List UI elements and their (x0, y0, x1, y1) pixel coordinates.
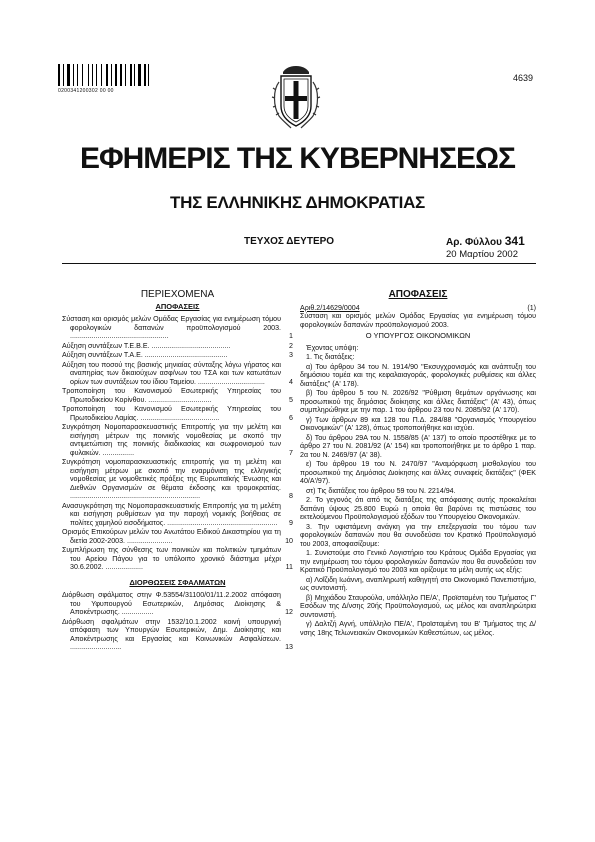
barcode-bar (61, 64, 62, 86)
decision-paragraph: στ) Τις διατάξεις του άρθρου 59 του Ν. 2214/94. (306, 486, 456, 495)
barcode-bar (134, 64, 135, 86)
contents-heading: ΠΕΡΙΕΧΟΜΕΝΑ (140, 289, 215, 300)
entry-page: 7 (289, 448, 293, 457)
barcode-bar (82, 64, 83, 86)
entry-text: Σύσταση και ορισμός μελών Ομάδας Εργασίας για ενημέρωση τόμου φορολογικών δαπανών προϋπολογισμού 2003. .................................................. (62, 315, 281, 340)
contents-entry[interactable] (62, 423, 293, 457)
contents-entry[interactable] (62, 546, 293, 572)
decision-column (300, 291, 536, 638)
entry-text: Τροποποίηση του Κανονισμού Εσωτερικής Υπηρεσίας του Πρωτοδικείου Λαμίας. ........................................ (62, 405, 281, 422)
barcode-bar (77, 64, 79, 86)
barcode-bar (109, 64, 110, 86)
barcode-bar (94, 64, 95, 86)
entry-page: 2 (289, 341, 293, 350)
decision-paragraph: α) Του άρθρου 34 του Ν. 1914/90 "Εκσυγχρονισμός και ανάπτυξη του δημόσιου τομέα και της κεφαλαιαγοράς, φορολογικές ρυθμίσεις και άλλες διατάξεις" (Α' 178). (300, 362, 536, 388)
entry-page: 3 (289, 351, 293, 359)
entry-text: Ανασυγκρότηση της Νομοπαρασκευαστικής Επιτροπής για τη μελέτη και εισήγηση ρυθμίσεων για την παροχή νομικής βοήθειας σε πολίτες χαμηλού εισοδήματος. ........................................................ (62, 501, 281, 527)
contents-entry[interactable] (62, 342, 293, 351)
decision-title: Σύσταση και ορισμός μελών Ομάδας Εργασίας για ενημέρωση τόμου φορολογικών δαπανών προϋπολογισμού 2003. (300, 312, 536, 329)
sheet-label: Αρ. Φύλλου (446, 237, 502, 248)
minister-heading: Ο ΥΠΟΥΡΓΟΣ ΟΙΚΟΝΟΜΙΚΩΝ (365, 331, 471, 340)
coat-of-arms-icon (269, 62, 323, 132)
header-divider (62, 263, 536, 264)
entry-text: Αύξηση του ποσού της βασικής μηνιαίας σύνταξης λόγω γήρατος και αναπηρίας των δικαιούχων ασφ/νων του ΤΣΑ και των κατωτάτων ορίων των συντάξεων του ίδιου Ταμείου. .................................. (62, 360, 281, 386)
entry-page: 8 (289, 492, 293, 500)
barcode-bar (123, 64, 124, 86)
decision-paragraph: β) Μηχιάδου Σταυρούλα, υπάλληλο ΠΕ/Α', Προϊσταμένη του Τμήματος Γ' Εσόδων της Δ/νσης 20ής Προϋπολογισμού, ως μέλος και αναπληρώτρια συντονιστή. (300, 593, 536, 619)
entry-text: Συγκρότηση νομοπαρασκευαστικής επιτροπής για τη μελέτη και εισήγηση μέτρων με σκοπό την εναρμόνιση της ελληνικής νομοθεσίας με νομοθετικές πράξεις της Ευρωπαϊκής Ένωσης και Διεθνών Οργανισμών σε θέματα έκδοσης και τρομοκρατίας. .................................................................. (62, 458, 281, 500)
barcode-bar (65, 64, 67, 86)
barcode-bar (58, 64, 60, 86)
barcode-number: 0200341200302 00 00 (58, 88, 114, 94)
entry-text: Συμπλήρωση της σύνθεσης των ποινικών και πολιτικών τμημάτων του Αρείου Πάγου για το υπόλοιπο χρονικό διάστημα μέχρι 30.6.2002. ................... (62, 546, 281, 571)
decision-reference (300, 304, 536, 313)
entry-text: Διόρθωση σφάλματος στην Φ.53554/31100/01/11.2.2002 απόφαση του Υφυπουργού Εσωτερικών, Δημόσιας Διοίκησης & Αποκέντρωσης. ................ (62, 591, 281, 616)
barcode-bar (133, 64, 134, 86)
reference-index: (1) (527, 303, 536, 312)
barcode-bar (75, 64, 76, 86)
page-number: 4639 (513, 73, 534, 83)
masthead-subtitle: ΤΗΣ ΕΛΛΗΝΙΚΗΣ ΔΗΜΟΚΡΑΤΙΑΣ (170, 193, 425, 212)
contents-column (62, 291, 293, 653)
decision-paragraph: 1. Συνιστούμε στο Γενικό Λογιστήριο του Κράτους Ομάδα Εργασίας για την ενημέρωση του τόμου φορολογικών δαπανών που θα συνοδεύσει τον Κρατικό Προϋπολογισμό του 2003 και ορίζουμε τα μέλη αυτής ως εξής: (300, 549, 536, 574)
entry-page: 11 (285, 563, 293, 571)
decisions-subheading: ΑΠΟΦΑΣΕΙΣ (155, 301, 200, 311)
barcode-bar (98, 64, 100, 86)
decision-body (300, 344, 536, 638)
decision-paragraph: 2. Το γεγονός ότι από τις διατάξεις της απόφασης αυτής προκαλείται δαπάνη ύψους 25.800 Ευρώ η οποία θα βαρύνει τις πιστώσεις του εκτελούμενου Προϋπολογισμού εξόδων του Υπουργείου Οικονομικών. (300, 496, 536, 521)
entry-text: Διόρθωση σφαλμάτων στην 1532/10.1.2002 κοινή υπουργική απόφαση των Υπουργών Εσωτερικών, Δημ. Διοίκησης και Αποκέντρωσης και Εργασίας και Κοινωνικών Ασφαλίσεων. .......................... (62, 617, 281, 651)
barcode-bar (120, 64, 123, 86)
barcode-bar (96, 64, 97, 86)
decision-paragraph: β) Του άρθρου 5 του Ν. 2026/92 "Ρύθμιση θεμάτων οργάνωσης και προσωπικού της δημόσιας διοίκησης και άλλες διατάξεις" (Α' 43), όπως συμπληρώθηκε με την παρ. 1 του άρθρου 23 του Ν. 2085/92 (Α' 170). (300, 389, 536, 414)
entry-page: 13 (285, 643, 293, 651)
barcode-bar (130, 64, 132, 86)
contents-entry[interactable] (62, 387, 293, 404)
barcode-bar (67, 64, 70, 86)
barcode-bar (106, 64, 108, 86)
barcode-bar (79, 64, 81, 86)
contents-entry[interactable] (62, 502, 293, 528)
contents-entry[interactable] (62, 618, 293, 652)
decision-paragraph: Έχοντας υπόψη: (306, 343, 359, 352)
entry-page: 12 (285, 608, 293, 616)
barcode (58, 64, 153, 86)
contents-entry[interactable] (62, 405, 293, 422)
barcode-bar (147, 64, 148, 86)
barcode-bar (148, 64, 149, 86)
barcode-bar (150, 64, 152, 86)
decisions-heading: ΑΠΟΦΑΣΕΙΣ (388, 289, 448, 300)
entry-page: 9 (289, 518, 293, 527)
entry-page: 5 (289, 395, 293, 404)
contents-entry[interactable] (62, 361, 293, 387)
barcode-bar (92, 64, 94, 86)
entry-page: 1 (289, 332, 293, 340)
barcode-bar (90, 64, 91, 86)
barcode-bar (138, 64, 141, 86)
barcode-bar (111, 64, 112, 86)
masthead-title: ΕΦΗΜΕΡΙΣ ΤΗΣ ΚΥΒΕΡΝΗΣΕΩΣ (79, 142, 516, 175)
barcode-bar (73, 64, 74, 86)
entry-page: 6 (289, 413, 293, 422)
contents-list (62, 315, 293, 572)
sheet-number-value: 341 (504, 234, 525, 248)
corrections-list (62, 591, 293, 652)
barcode-bar (127, 64, 129, 86)
barcode-bar (136, 64, 137, 86)
entry-page: 4 (289, 377, 293, 386)
contents-entry[interactable] (62, 528, 293, 545)
sheet-number (446, 234, 525, 248)
decision-paragraph: 3. Την υφιστάμενη ανάγκη για την επεξεργασία του τόμου των φορολογικών δαπανών που θα συνοδεύσει τον Κρατικό Προϋπολογισμό του 2003, αποφασίζουμε: (300, 522, 536, 548)
barcode-bar (113, 64, 114, 86)
barcode-bar (142, 64, 143, 86)
barcode-bar (125, 64, 126, 86)
barcode-bar (103, 64, 106, 86)
barcode-bar (118, 64, 119, 86)
contents-entry[interactable] (62, 315, 293, 341)
barcode-bar (144, 64, 146, 86)
barcode-bar (115, 64, 117, 86)
decision-paragraph: γ) Δαλτζή Αγνή, υπάλληλο ΠΕ/Α', Προϊσταμένη του Β' Τμήματος της Δ/νσης 18ης Τελωνειακών Οικονομικών Καθεστώτων, ως μέλος. (300, 620, 536, 637)
barcode-bar (71, 64, 72, 86)
entry-text: Συγκρότηση Νομοπαρασκευαστικής Επιτροπής για την μελέτη και εισήγηση μέτρων της ποινικής νομοθεσίας με σκοπό την αντιμετώπιση της ποινικής διαδικασίας και σωφρονισμού των φυλακών. ................ (62, 423, 281, 457)
entry-text: Ορισμός Επικούρων μελών του Ανωτάτου Ειδικού Δικαστηρίου για τη διετία 2002-2003. ....................... (62, 528, 281, 545)
decision-paragraph: ε) Του άρθρου 19 του Ν. 2470/97 "Αναμόρφωση μισθολογίου του προσωπικού της Δημόσιας Διοίκησης και άλλες συναφείς διατάξεις" (ΦΕΚ 40/Α'/97). (300, 460, 536, 485)
issue-date: 20 Μαρτίου 2002 (446, 249, 518, 260)
reference-number: Αριθ.2/14629/0004 (300, 303, 360, 312)
decision-paragraph: 1. Τις διατάξεις: (306, 353, 355, 361)
entry-text: Τροποποίηση του Κανονισμού Εσωτερικής Υπηρεσίας του Πρωτοδικείου Κορίνθου. ................................ (62, 387, 281, 404)
contents-entry[interactable] (62, 591, 293, 617)
decision-paragraph: δ) Του άρθρου 29Α του Ν. 1558/85 (Α' 137) το οποίο προστέθηκε με το άρθρο 27 του Ν. 2081/92 (Α' 154) και τροποποιήθηκε με το άρθρο 1 παρ. 2α του Ν. 2469/97 (Α' 38). (300, 433, 536, 459)
contents-entry[interactable] (62, 351, 293, 360)
contents-entry[interactable] (62, 458, 293, 501)
entry-page: 10 (285, 536, 293, 545)
barcode-bar (88, 64, 89, 86)
barcode-bar (84, 64, 87, 86)
decision-paragraph: α) Λοΐζιδη Ιωάννη, αναπληρωτή καθηγητή στο Οικονομικό Πανεπιστήμιο, ως συντονιστή. (300, 575, 536, 592)
entry-text: Αύξηση συντάξεων Τ.Ε.Β.Ε. ........................................ (62, 341, 231, 350)
entry-text: Αύξηση συντάξεων Τ.Α.Ε. .......................................... (62, 351, 228, 359)
barcode-bar (101, 64, 102, 86)
decision-paragraph: γ) Των άρθρων 89 και 128 του Π.Δ. 284/88 "Οργανισμός Υπουργείου Οικονομικών" (Α' 128), όπως τροποποιήθηκε και ισχύει. (300, 415, 536, 432)
issue-label: ΤΕΥΧΟΣ ΔΕΥΤΕΡΟ (244, 236, 335, 247)
barcode-bar (63, 64, 64, 86)
corrections-subheading: ΔΙΟΡΘΩΣΕΙΣ ΣΦΑΛΜΑΤΩΝ (129, 577, 226, 587)
